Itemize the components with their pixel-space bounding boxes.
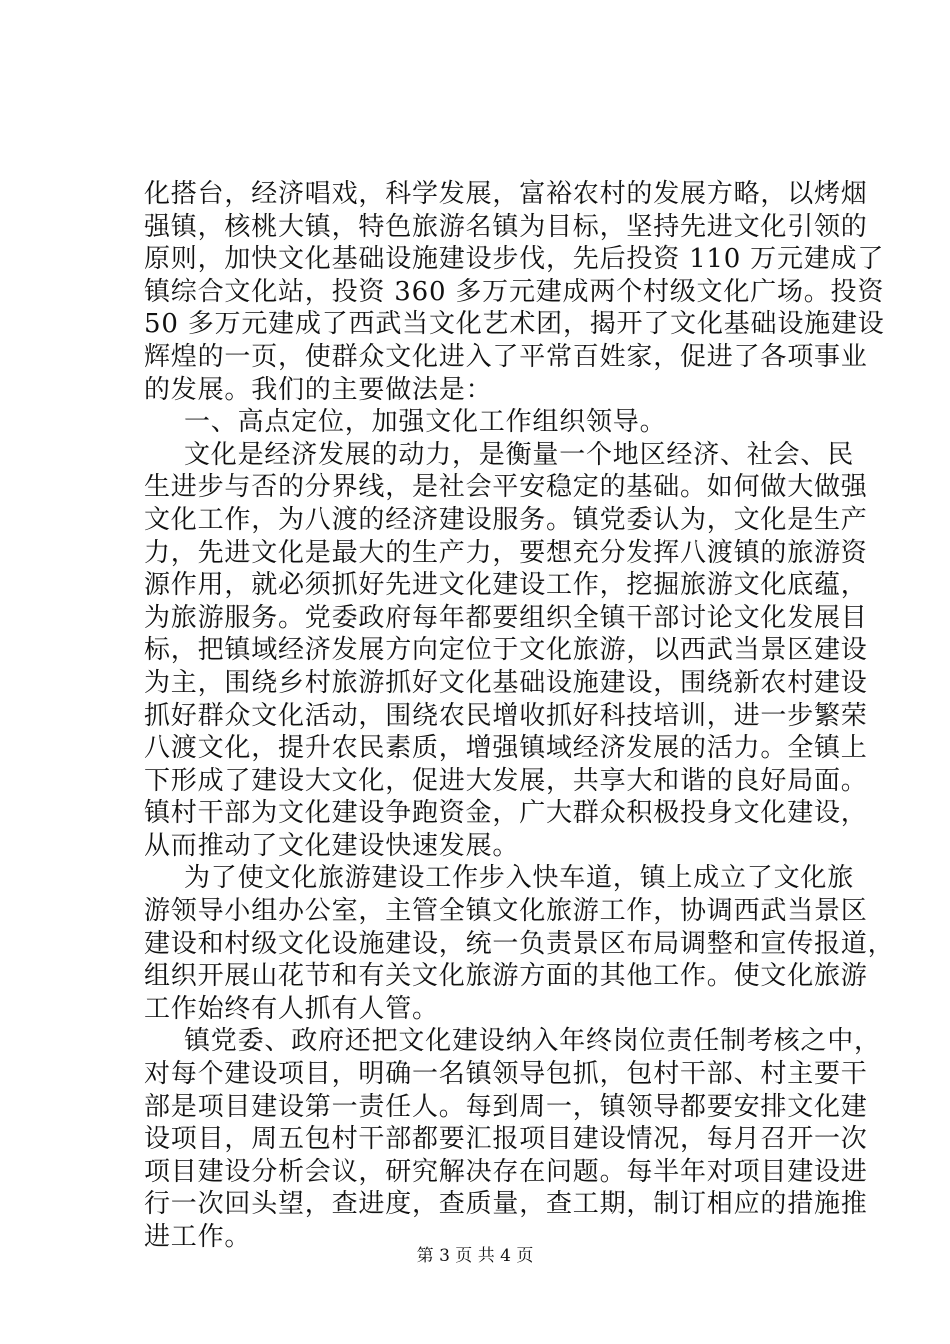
text-line: 镇综合文化站，投资 360 多万元建成两个村级文化广场。投资: [144, 276, 885, 307]
text-line: 八渡文化，提升农民素质，增强镇域经济发展的活力。全镇上: [144, 733, 868, 764]
text-line: 抓好群众文化活动，围绕农民增收抓好科技培训，进一步繁荣: [144, 700, 868, 731]
text-line: 工作始终有人抓有人管。: [144, 993, 439, 1024]
text-line: 设项目，周五包村干部都要汇报项目建设情况，每月召开一次: [144, 1124, 868, 1155]
text-line: 强镇，核桃大镇，特色旅游名镇为目标，坚持先进文化引领的: [144, 211, 868, 242]
text-line: 下形成了建设大文化，促进大发展，共享大和谐的良好局面。: [144, 765, 868, 796]
text-line: 组织开展山花节和有关文化旅游方面的其他工作。使文化旅游: [144, 961, 868, 992]
text-line: 辉煌的一页，使群众文化进入了平常百姓家，促进了各项事业: [144, 341, 868, 372]
text-line: 行一次回头望，查进度，查质量，查工期，制订相应的措施推: [144, 1189, 868, 1220]
document-body: [144, 178, 895, 1254]
text-line: 项目建设分析会议，研究解决存在问题。每半年对项目建设进: [144, 1156, 868, 1187]
text-line: 化搭台，经济唱戏，科学发展，富裕农村的发展方略，以烤烟: [144, 179, 868, 209]
text-line: 文化是经济发展的动力，是衡量一个地区经济、社会、民: [184, 439, 855, 470]
text-line: 的发展。我们的主要做法是：: [144, 374, 493, 405]
text-line: 建设和村级文化设施建设，统一负责景区布局调整和宣传报道，: [144, 928, 895, 959]
text-line: 部是项目建设第一责任人。每到周一，镇领导都要安排文化建: [144, 1091, 868, 1122]
text-line: 游领导小组办公室，主管全镇文化旅游工作，协调西武当景区: [144, 896, 868, 927]
section-heading: 一、高点定位，加强文化工作组织领导。: [184, 407, 667, 438]
text-line: 文化工作，为八渡的经济建设服务。镇党委认为，文化是生产: [144, 504, 868, 535]
text-line: 镇村干部为文化建设争跑资金，广大群众积极投身文化建设，: [144, 798, 868, 829]
text-line: 原则，加快文化基础设施建设步伐，先后投资 110 万元建成了: [144, 244, 885, 275]
text-line: 为旅游服务。党委政府每年都要组织全镇干部讨论文化发展目: [144, 602, 868, 633]
text-line: 为了使文化旅游建设工作步入快车道，镇上成立了文化旅: [184, 863, 855, 894]
text-line: 从而推动了文化建设快速发展。: [144, 830, 520, 861]
text-line: 生进步与否的分界线，是社会平安稳定的基础。如何做大做强: [144, 472, 868, 503]
text-line: 对每个建设项目，明确一名镇领导包抓，包村干部、村主要干: [144, 1059, 868, 1090]
text-line: 为主，围绕乡村旅游抓好文化基础设施建设，围绕新农村建设: [144, 667, 868, 698]
text-line: 标，把镇域经济发展方向定位于文化旅游，以西武当景区建设: [144, 635, 868, 666]
text-line: 力，先进文化是最大的生产力，要想充分发挥八渡镇的旅游资: [144, 537, 868, 568]
text-line: 50 多万元建成了西武当文化艺术团，揭开了文化基础设施建设: [144, 309, 885, 340]
page-footer: [0, 1246, 950, 1266]
text-line: 进工作。: [144, 1222, 252, 1252]
page-number: 第 3 页 共 4 页: [416, 1246, 534, 1266]
text-line: 源作用，就必须抓好先进文化建设工作，挖掘旅游文化底蕴，: [144, 570, 868, 601]
text-line: 镇党委、政府还把文化建设纳入年终岗位责任制考核之中，: [184, 1026, 881, 1057]
